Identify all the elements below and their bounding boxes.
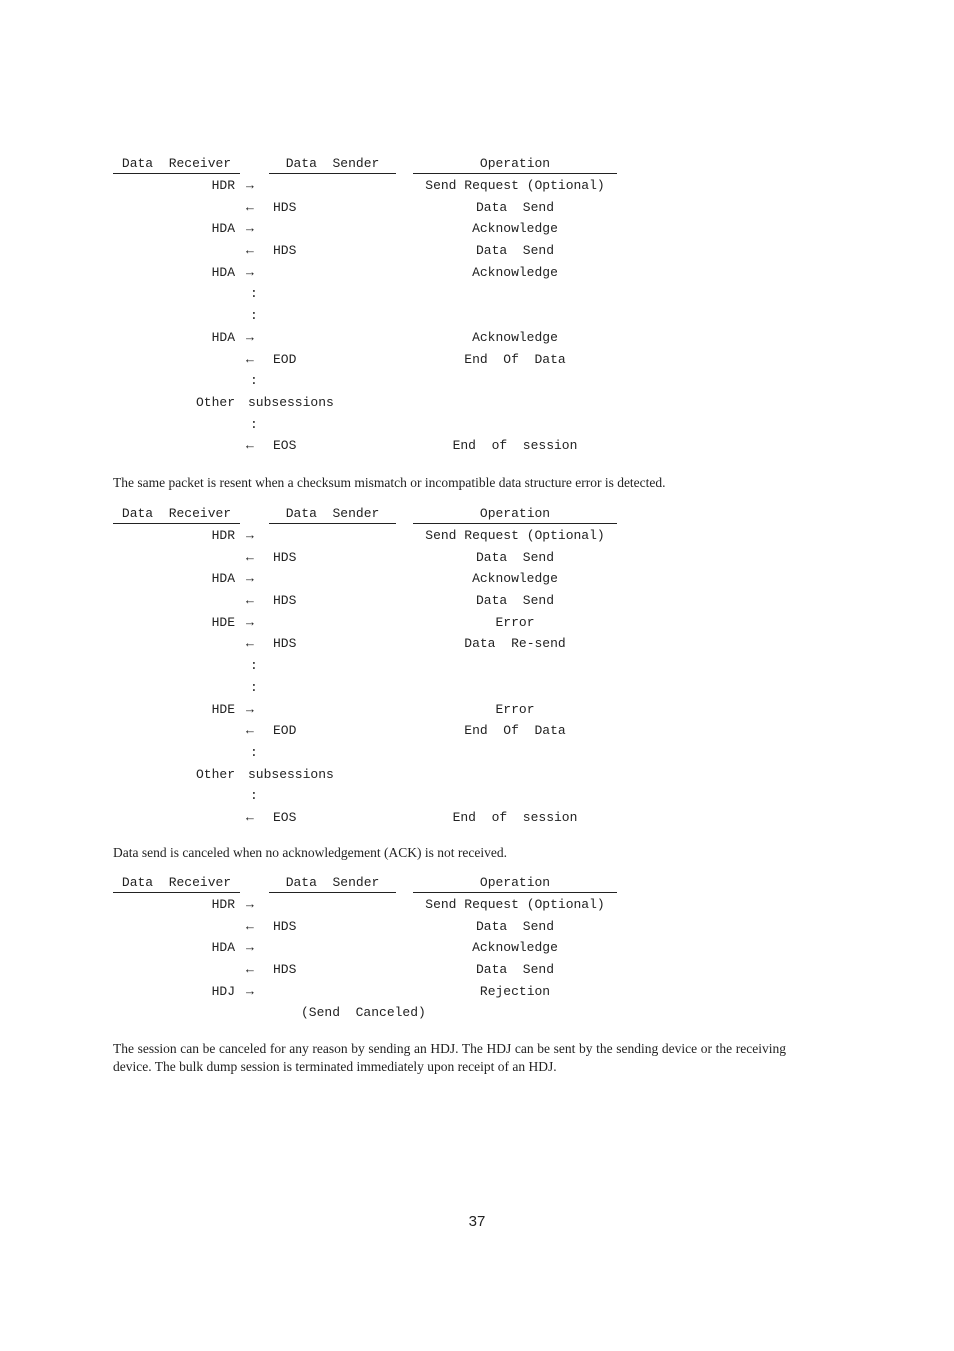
paragraph-hdj: The session can be canceled for any reason by sending an HDJ. The HDJ can be sent by the sending device or the receiving device. The bulk dump session is terminated immediately upon receipt of an HDJ.	[113, 1041, 786, 1074]
diagram-row	[113, 655, 633, 677]
receiver-code: HDR	[211, 178, 235, 193]
receiver-code: HDA	[211, 329, 235, 345]
diagram-row	[113, 764, 633, 786]
left-arrow-icon: ←	[246, 723, 254, 739]
continuation-mark: :	[250, 744, 258, 760]
left-arrow-icon: ←	[246, 351, 254, 367]
diagram-row	[113, 262, 633, 284]
header-sender: Data Sender	[269, 505, 396, 524]
sender-code: EOD	[273, 351, 297, 367]
continuation-mark: :	[250, 373, 258, 389]
operation-label: Send Request (Optional)	[425, 178, 605, 193]
diagram-row	[113, 568, 633, 590]
operation-label: End of session	[452, 438, 578, 454]
diagram-header	[113, 505, 633, 525]
header-sender: Data Sender	[269, 155, 396, 174]
sender-code: EOD	[273, 723, 297, 739]
diagram-row	[113, 677, 633, 699]
continuation-mark: :	[250, 658, 258, 674]
diagram-row	[113, 590, 633, 612]
protocol-diagram-normal	[113, 155, 633, 457]
diagram-row	[113, 392, 633, 414]
diagram-row	[113, 959, 633, 981]
left-arrow-icon: ←	[246, 809, 254, 825]
right-arrow-icon: →	[246, 701, 254, 717]
sender-code: HDS	[273, 593, 297, 609]
operation-label: Send Request (Optional)	[425, 897, 605, 912]
right-arrow-icon: →	[246, 940, 254, 956]
operation-label: Acknowledge	[472, 264, 558, 280]
continuation-mark: :	[250, 679, 258, 695]
continuation-mark: :	[250, 416, 258, 432]
diagram-row	[113, 327, 633, 349]
left-arrow-icon: ←	[246, 243, 254, 259]
diagram-row	[113, 370, 633, 392]
subsessions-label: subsessions	[248, 394, 334, 410]
diagram-header	[113, 874, 633, 894]
header-receiver: Data Receiver	[113, 874, 240, 893]
operation-label: Data Send	[475, 243, 554, 259]
operation-label: Acknowledge	[472, 940, 558, 956]
sender-code: EOS	[273, 438, 297, 454]
operation-label: Acknowledge	[472, 221, 558, 237]
operation-label: End of session	[452, 809, 578, 825]
receiver-code: HDA	[211, 264, 235, 280]
receiver-code: HDR	[211, 528, 235, 543]
right-arrow-icon: →	[246, 528, 254, 543]
diagram-row	[113, 699, 633, 721]
operation-label: Data Send	[475, 962, 554, 978]
operation-label: Data Send	[475, 593, 554, 609]
sender-code: HDS	[273, 199, 297, 215]
operation-label: Send Request (Optional)	[425, 528, 605, 543]
right-arrow-icon: →	[246, 571, 254, 587]
right-arrow-icon: →	[246, 329, 254, 345]
diagram-row	[113, 283, 633, 305]
diagram-row	[113, 742, 633, 764]
other-label: Other	[195, 766, 235, 782]
diagram-row	[113, 525, 633, 547]
diagram-row	[113, 785, 633, 807]
receiver-code: HDJ	[211, 983, 235, 999]
diagram-row	[113, 633, 633, 655]
page-number: 37	[468, 1213, 486, 1230]
header-sender: Data Sender	[269, 874, 396, 893]
left-arrow-icon: ←	[246, 199, 254, 215]
continuation-mark: :	[250, 788, 258, 804]
continuation-mark: :	[250, 308, 258, 324]
diagram-rows	[113, 894, 633, 1024]
right-arrow-icon: →	[246, 614, 254, 630]
sender-code: HDS	[273, 918, 297, 934]
sender-code: EOS	[273, 809, 297, 825]
right-arrow-icon: →	[246, 897, 254, 912]
diagram-header	[113, 155, 633, 175]
paragraph-cancel: Data send is canceled when no acknowledgement (ACK) is not received.	[113, 845, 507, 860]
right-arrow-icon: →	[246, 983, 254, 999]
header-operation: Operation	[413, 155, 617, 174]
continuation-mark: :	[250, 286, 258, 302]
diagram-rows	[113, 175, 633, 457]
operation-label: Acknowledge	[472, 571, 558, 587]
diagram-row	[113, 612, 633, 634]
left-arrow-icon: ←	[246, 918, 254, 934]
diagram-rows	[113, 525, 633, 829]
sender-code: HDS	[273, 549, 297, 565]
sender-code: HDS	[273, 243, 297, 259]
operation-label: Acknowledge	[472, 329, 558, 345]
diagram-row	[113, 720, 633, 742]
diagram-row	[113, 218, 633, 240]
operation-label: Error	[495, 614, 535, 630]
left-arrow-icon: ←	[246, 636, 254, 652]
left-arrow-icon: ←	[246, 438, 254, 454]
diagram-row	[113, 1002, 633, 1024]
receiver-code: HDE	[211, 701, 235, 717]
right-arrow-icon: →	[246, 178, 254, 193]
header-operation: Operation	[413, 505, 617, 524]
diagram-row	[113, 349, 633, 371]
diagram-row	[113, 547, 633, 569]
protocol-diagram-cancel	[113, 874, 633, 1024]
operation-label: Data Send	[475, 549, 554, 565]
receiver-code: HDA	[211, 571, 235, 587]
left-arrow-icon: ←	[246, 549, 254, 565]
receiver-code: HDR	[211, 897, 235, 912]
sender-code: HDS	[273, 962, 297, 978]
receiver-code: HDA	[211, 221, 235, 237]
protocol-diagram-resend	[113, 505, 633, 829]
operation-label: Data Send	[475, 199, 554, 215]
operation-label: Error	[495, 701, 535, 717]
header-operation: Operation	[413, 874, 617, 893]
sender-code: HDS	[273, 636, 297, 652]
operation-label: Data Send	[475, 918, 554, 934]
operation-label: Data Re-send	[464, 636, 566, 652]
left-arrow-icon: ←	[246, 962, 254, 978]
subsessions-label: subsessions	[248, 766, 334, 782]
diagram-row	[113, 305, 633, 327]
right-arrow-icon: →	[246, 221, 254, 237]
diagram-row	[113, 175, 633, 197]
diagram-row	[113, 916, 633, 938]
receiver-code: HDA	[211, 940, 235, 956]
header-receiver: Data Receiver	[113, 155, 240, 174]
diagram-row	[113, 807, 633, 829]
diagram-row	[113, 894, 633, 916]
other-label: Other	[195, 394, 235, 410]
diagram-row	[113, 937, 633, 959]
right-arrow-icon: →	[246, 264, 254, 280]
diagram-row	[113, 240, 633, 262]
receiver-code: HDE	[211, 614, 235, 630]
diagram-row	[113, 981, 633, 1003]
operation-label: End Of Data	[464, 723, 566, 739]
diagram-row	[113, 414, 633, 436]
paragraph-resend: The same packet is resent when a checksum mismatch or incompatible data structure error is detected.	[113, 475, 666, 490]
operation-label: End Of Data	[464, 351, 566, 367]
diagram-row	[113, 435, 633, 457]
header-receiver: Data Receiver	[113, 505, 240, 524]
operation-label: Rejection	[479, 983, 551, 999]
left-arrow-icon: ←	[246, 593, 254, 609]
send-canceled-label: (Send Canceled)	[301, 1005, 426, 1021]
diagram-row	[113, 197, 633, 219]
